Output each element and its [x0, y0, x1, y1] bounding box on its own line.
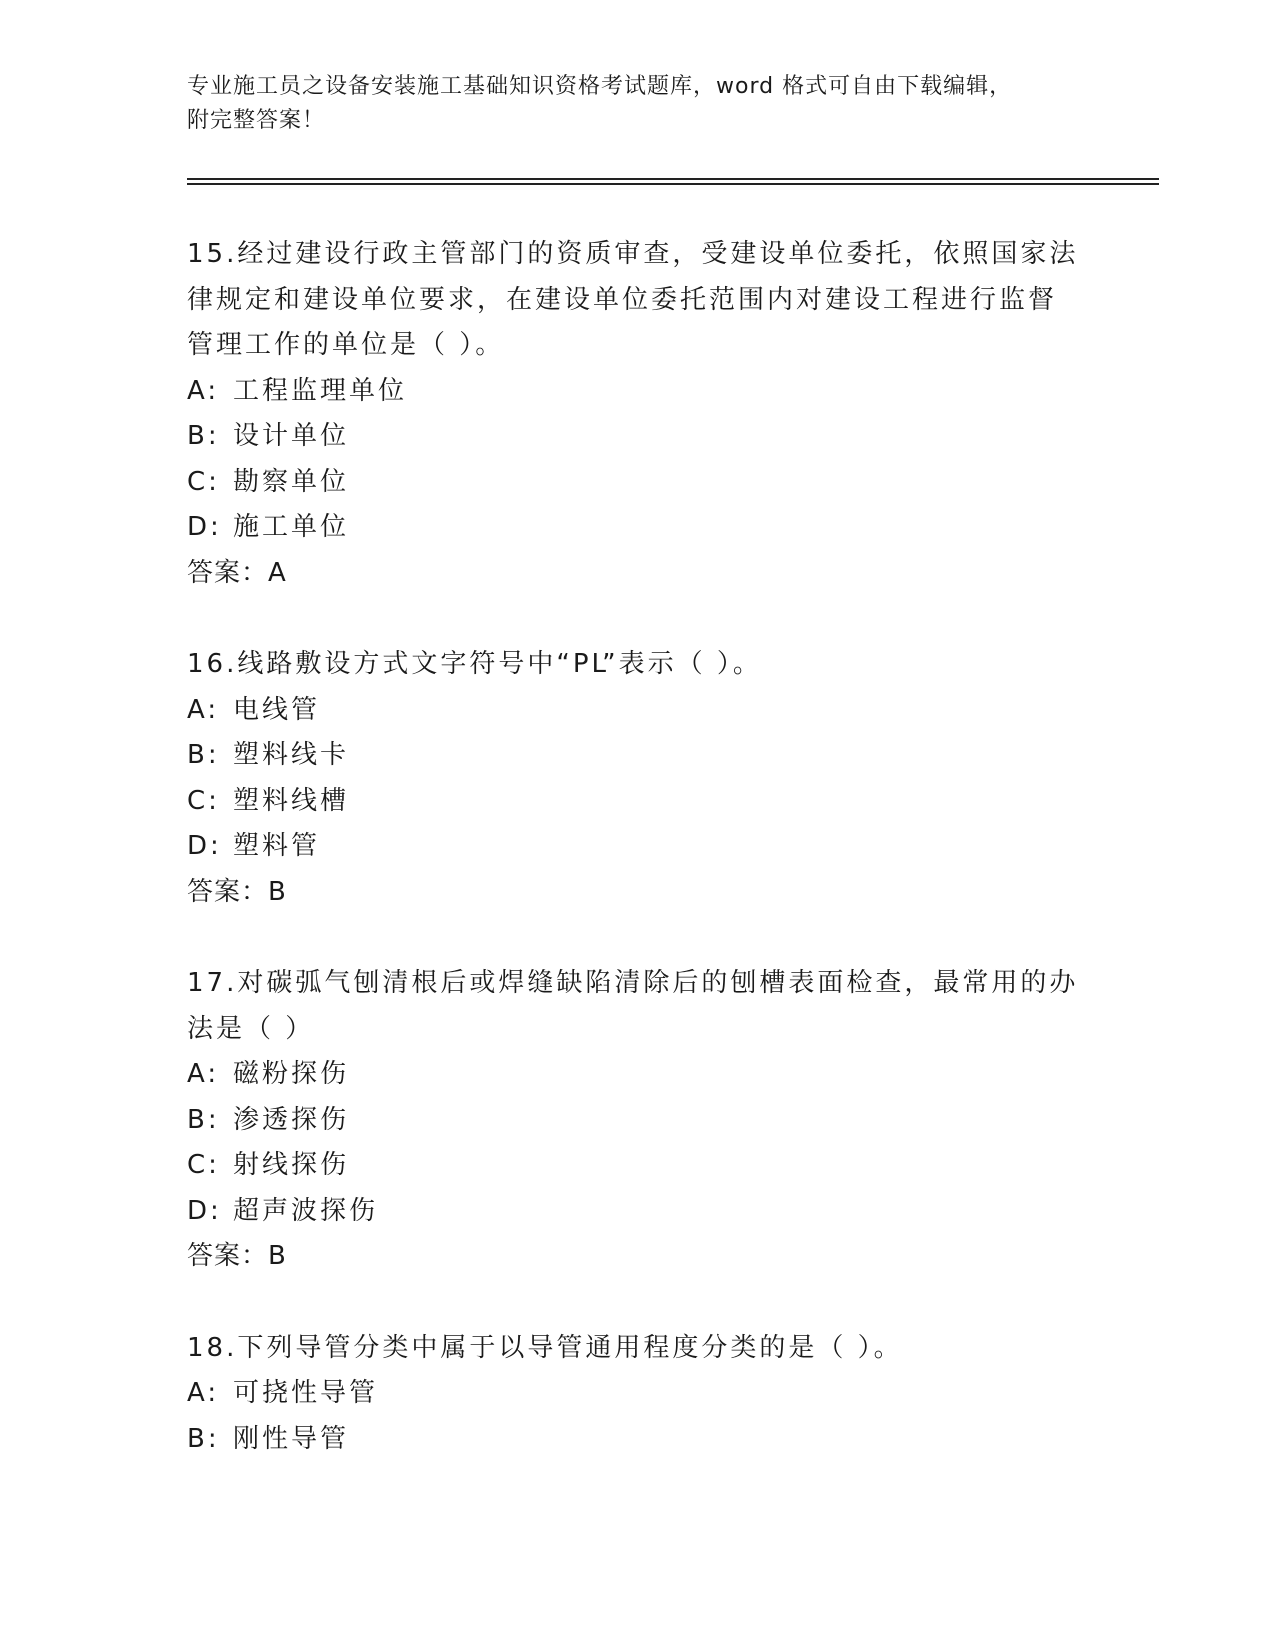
option-text: 塑料管 [233, 831, 321, 861]
question-18 [187, 1326, 1087, 1463]
option-b [187, 1098, 1087, 1144]
header-line-2: 附完整答案！ [187, 108, 326, 133]
answer-line: 答案：B [187, 876, 287, 907]
option-text: 勘察单位 [233, 466, 350, 497]
question-stem-line: 管理工作的单位是（ ）。 [187, 330, 505, 360]
header-divider-bottom [187, 183, 1159, 185]
header-line-1: 专业施工员之设备安装施工基础知识资格考试题库，word 格式可自由下载编辑， [187, 74, 1013, 99]
option-text: 可挠性导管 [233, 1378, 379, 1408]
option-d [187, 505, 1087, 551]
header-divider-top [187, 178, 1159, 180]
option-b [187, 1417, 1087, 1463]
option-letter: A: [187, 1378, 220, 1408]
answer-line: 答案：A [187, 557, 287, 588]
option-letter: B: [187, 740, 220, 770]
option-letter: B: [187, 1423, 220, 1454]
option-c [187, 1143, 1087, 1189]
option-letter: C: [187, 466, 220, 497]
option-d [187, 824, 1087, 870]
question-15 [187, 232, 1087, 596]
option-letter: D: [187, 1195, 222, 1226]
question-stem-line: 15.经过建设行政主管部门的资质审查，受建设单位委托，依照国家法 [187, 239, 1079, 269]
option-text: 射线探伤 [233, 1150, 350, 1180]
option-a [187, 369, 1087, 415]
option-text: 电线管 [233, 694, 321, 725]
option-text: 塑料线卡 [233, 740, 350, 770]
question-17 [187, 961, 1087, 1280]
question-list [187, 232, 1087, 1508]
option-letter: A: [187, 375, 220, 406]
option-d [187, 1189, 1087, 1235]
question-stem-line: 律规定和建设单位要求，在建设单位委托范围内对建设工程进行监督 [187, 284, 1058, 315]
option-b [187, 414, 1087, 460]
question-16 [187, 642, 1087, 915]
option-c [187, 779, 1087, 825]
question-stem-line: 法是（ ） [187, 1013, 315, 1044]
option-letter: B: [187, 421, 220, 451]
option-text: 设计单位 [233, 421, 350, 451]
option-letter: C: [187, 785, 220, 816]
option-text: 磁粉探伤 [233, 1059, 350, 1089]
option-a [187, 1052, 1087, 1098]
option-letter: A: [187, 694, 220, 725]
answer-line: 答案：B [187, 1241, 287, 1271]
option-letter: D: [187, 512, 222, 542]
option-a [187, 688, 1087, 734]
option-letter: C: [187, 1150, 220, 1180]
question-stem-line: 17.对碳弧气刨清根后或焊缝缺陷清除后的刨槽表面检查，最常用的办 [187, 968, 1079, 998]
option-c [187, 460, 1087, 506]
option-text: 超声波探伤 [233, 1195, 379, 1226]
document-header [187, 70, 1087, 138]
option-a [187, 1371, 1087, 1417]
option-text: 工程监理单位 [233, 375, 408, 406]
option-text: 塑料线槽 [233, 785, 350, 816]
question-stem-line: 18.下列导管分类中属于以导管通用程度分类的是（ ）。 [187, 1332, 903, 1363]
option-letter: B: [187, 1104, 220, 1135]
option-letter: D: [187, 831, 222, 861]
option-letter: A: [187, 1059, 220, 1089]
option-b [187, 733, 1087, 779]
question-stem-line: 16.线路敷设方式文字符号中“PL”表示（ ）。 [187, 649, 762, 679]
option-text: 渗透探伤 [233, 1104, 350, 1135]
option-text: 刚性导管 [233, 1423, 350, 1454]
option-text: 施工单位 [233, 512, 350, 542]
